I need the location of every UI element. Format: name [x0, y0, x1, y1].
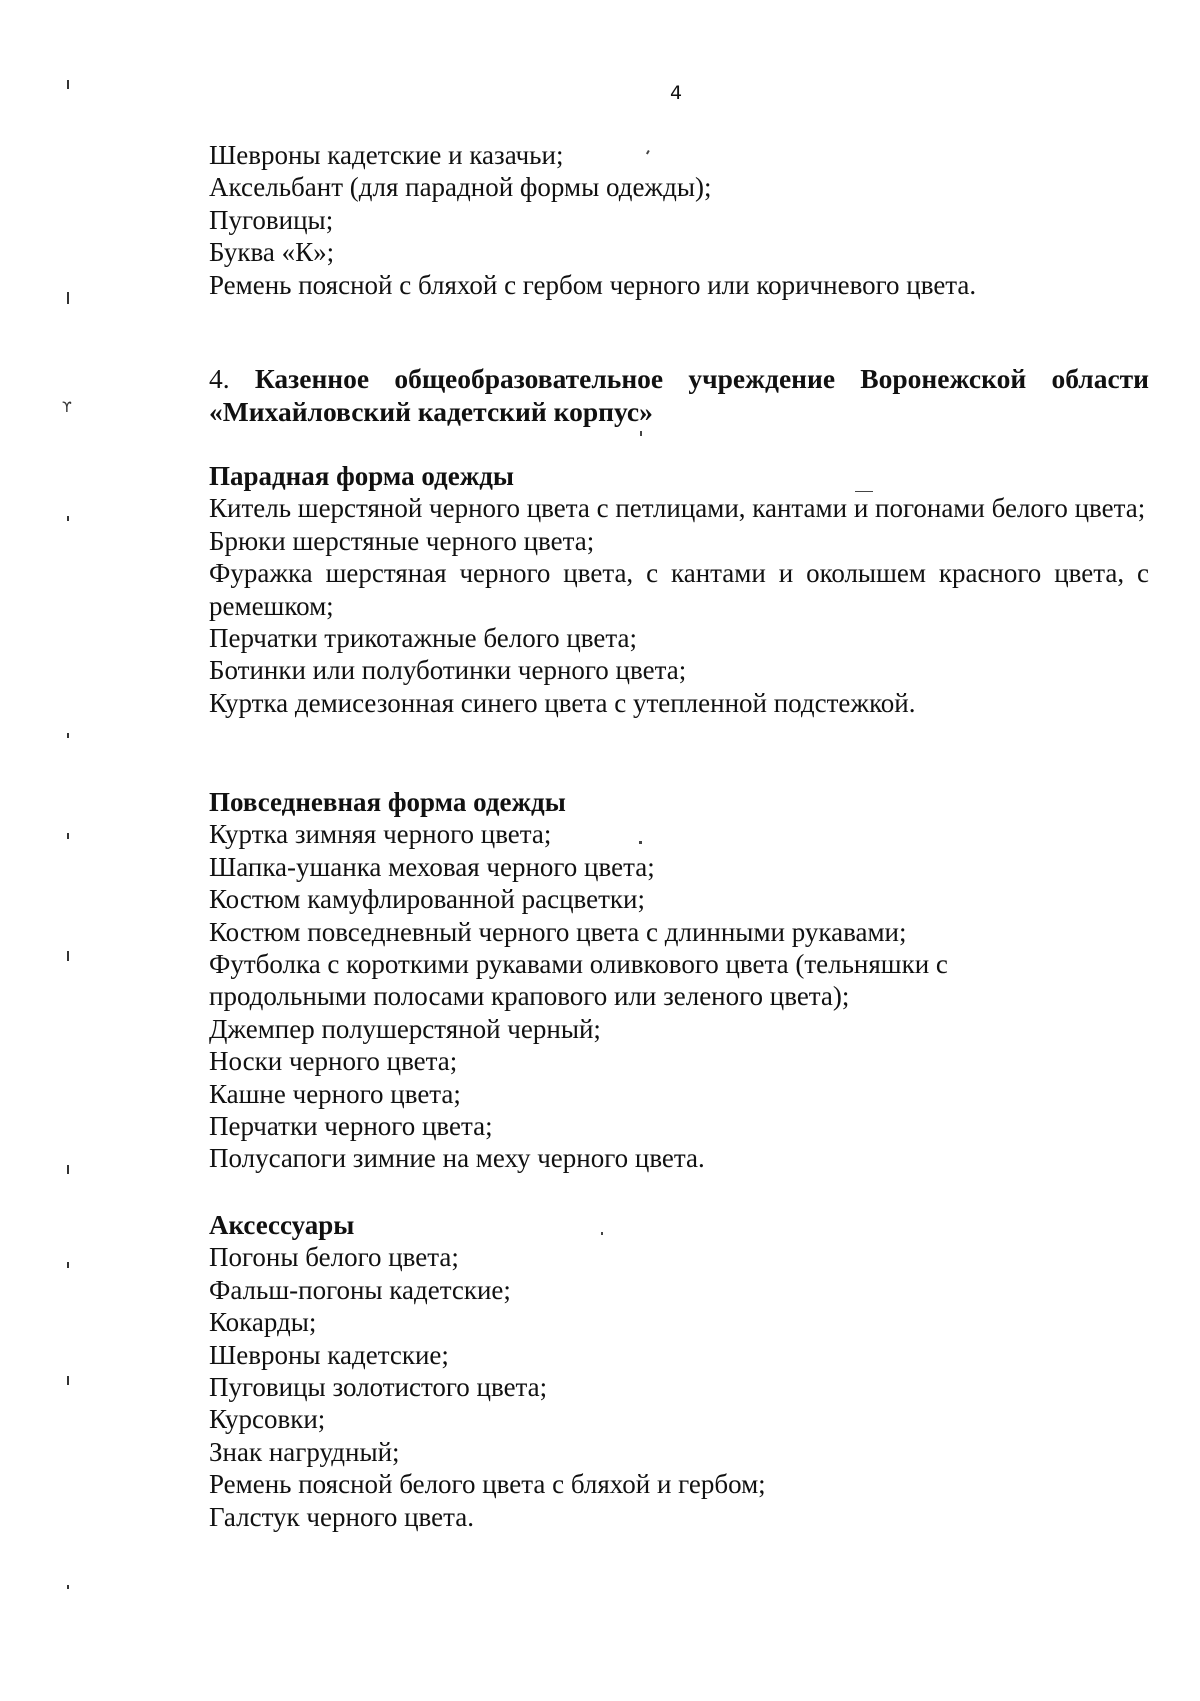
list-item: Курсовки;: [209, 1404, 326, 1435]
list-item: Перчатки трикотажные белого цвета;: [209, 623, 637, 654]
organization-heading: [209, 362, 1149, 428]
list-item: Футболка с короткими рукавами оливкового цвета (тельняшки с: [209, 949, 948, 980]
list-item: Галстук черного цвета.: [209, 1501, 474, 1532]
list-item: Шапка-ушанка меховая черного цвета;: [209, 851, 655, 882]
list-item: Брюки шерстяные черного цвета;: [209, 525, 595, 556]
list-item: Аксельбант (для парадной формы одежды);: [209, 172, 712, 203]
list-item: Джемпер полушерстяной черный;: [209, 1013, 601, 1044]
section-parade-uniform: [209, 460, 1149, 719]
list-item: Перчатки черного цвета;: [209, 1111, 493, 1142]
list-item: Куртка демисезонная синего цвета с утепленной подстежкой.: [209, 687, 916, 718]
section-accessories: [209, 1209, 1149, 1533]
list-item: Фуражка шерстяная черного цвета, с кантами и околышем красного цвета, с ремешком;: [209, 558, 1149, 621]
list-item: Шевроны кадетские и казачьи;: [209, 140, 564, 170]
list-item: Знак нагрудный;: [209, 1436, 400, 1467]
list-item: Носки черного цвета;: [209, 1046, 458, 1077]
organization-title-line-2: «Михайловский кадетский корпус»: [209, 396, 653, 427]
section-heading: Повседневная форма одежды: [209, 787, 566, 817]
page-number: 4: [670, 82, 683, 104]
list-item: Шевроны кадетские;: [209, 1339, 449, 1370]
section-heading: Аксессуары: [209, 1210, 355, 1240]
list-item: Пуговицы золотистого цвета;: [209, 1372, 548, 1403]
section-number: 4.: [209, 363, 230, 394]
organization-title-line-1: [209, 362, 1149, 395]
continued-accessories-list: [209, 139, 1149, 301]
svg-text:ϒ: ϒ: [62, 400, 72, 416]
left-margin-specks: [62, 80, 72, 1589]
list-item: Костюм камуфлированной расцветки;: [209, 884, 645, 915]
list-item: Погоны белого цвета;: [209, 1242, 459, 1273]
list-item: Буква «К»;: [209, 237, 335, 268]
list-item: Кашне черного цвета;: [209, 1078, 461, 1109]
list-item: Китель шерстяной черного цвета с петлицами, кантами и погонами белого цвета;: [209, 493, 1146, 524]
list-item: Пуговицы;: [209, 204, 334, 235]
list-item: Полусапоги зимние на меху черного цвета.: [209, 1143, 705, 1174]
list-item: Фальш-погоны кадетские;: [209, 1274, 511, 1305]
list-item: Ботинки или полуботинки черного цвета;: [209, 655, 687, 686]
list-item: Ремень поясной с бляхой с гербом черного или коричневого цвета.: [209, 269, 977, 300]
section-daily-uniform: [209, 786, 1149, 1175]
list-item: продольными полосами крапового или зеленого цвета);: [209, 981, 850, 1012]
organization-title-text: Казенное общеобразовательное учреждение Воронежской области: [254, 363, 1149, 394]
list-item: Кокарды;: [209, 1307, 317, 1338]
list-item: Куртка зимняя черного цвета;: [209, 819, 552, 850]
list-item: Ремень поясной белого цвета с бляхой и гербом;: [209, 1469, 766, 1500]
section-heading: Парадная форма одежды: [209, 461, 515, 491]
list-item: Костюм повседневный черного цвета с длинными рукавами;: [209, 916, 907, 947]
